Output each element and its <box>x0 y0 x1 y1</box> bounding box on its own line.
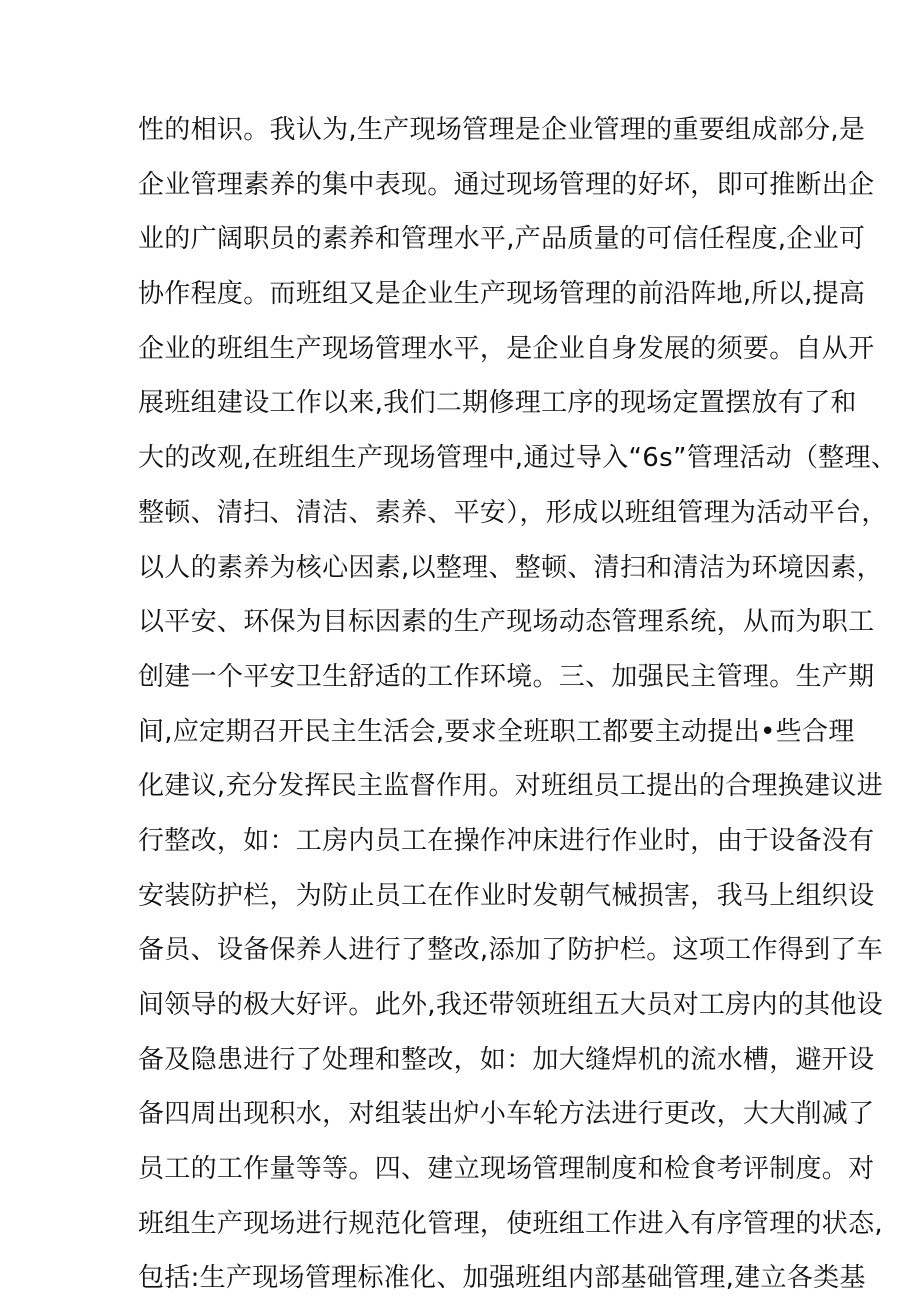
text-line: 备及隐患进行了处理和整改，如：加大缝焊机的流水槽，避开设 <box>138 1044 875 1075</box>
text-line: 备四周出现积水，对组装出炉小车轮方法进行更改，大大削减了 <box>138 1099 875 1130</box>
text-line: 大的改观,在班组生产现场管理中,通过导入“6s”管理活动（整理、 <box>138 443 898 474</box>
text-line: 员工的工作量等等。四、建立现场管理制度和检食考评制度。对 <box>138 1154 875 1185</box>
text-line: 包括:生产现场管理标准化、加强班组内部基础管理,建立各类基 <box>138 1263 866 1294</box>
text-line: 备员、设备保养人进行了整改,添加了防护栏。这项工作得到了车 <box>138 935 883 966</box>
body-text <box>138 103 898 1306</box>
text-line: 业的广阔职员的素养和管理水平,产品质量的可信任程度,企业可 <box>138 224 866 255</box>
text-line: 以人的素养为核心因素,以整理、整顿、清扫和清洁为环境因素， <box>138 552 883 583</box>
text-line: 协作程度。而班组又是企业生产现场管理的前沿阵地,所以,提高 <box>138 279 866 310</box>
text-line: 间领导的极大好评。此外,我还带领班组五大员对工房内的其他设 <box>138 990 883 1020</box>
text-line: 安装防护栏，为防止员工在作业时发朝气械损害，我马上组织设 <box>138 880 875 911</box>
text-line: 性的相识。我认为,生产现场管理是企业管理的重要组成部分,是 <box>138 115 866 145</box>
text-line: 整顿、清扫、清洁、素养、平安），形成以班组管理为活动平台， <box>138 497 888 528</box>
text-line: 以平安、环保为目标因素的生产现场动态管理系统，从而为职工 <box>138 607 875 638</box>
text-line: 化建议,充分发挥民主监督作用。对班组员工提出的合理换建议进 <box>138 771 883 802</box>
text-line: 创建一个平安卫生舒适的工作环境。三、加强民主管理。生产期 <box>138 661 875 692</box>
text-line: 企业的班组生产现场管理水平，是企业自身发展的须要。自从开 <box>138 333 875 364</box>
text-line: 展班组建设工作以来,我们二期修理工序的现场定置摆放有了和 <box>138 388 857 419</box>
text-line: 间,应定期召开民主生活会,要求全班职工都要主动提出•些合理 <box>138 716 855 747</box>
text-line: 企业管理素养的集中表现。通过现场管理的好坏，即可推断出企 <box>138 169 875 200</box>
text-line: 班组生产现场进行规范化管理，使班组工作进入有序管理的状态, <box>138 1208 883 1239</box>
text-line: 行整改，如：工房内员工在操作冲床进行作业时，由于设备没有 <box>138 825 875 856</box>
